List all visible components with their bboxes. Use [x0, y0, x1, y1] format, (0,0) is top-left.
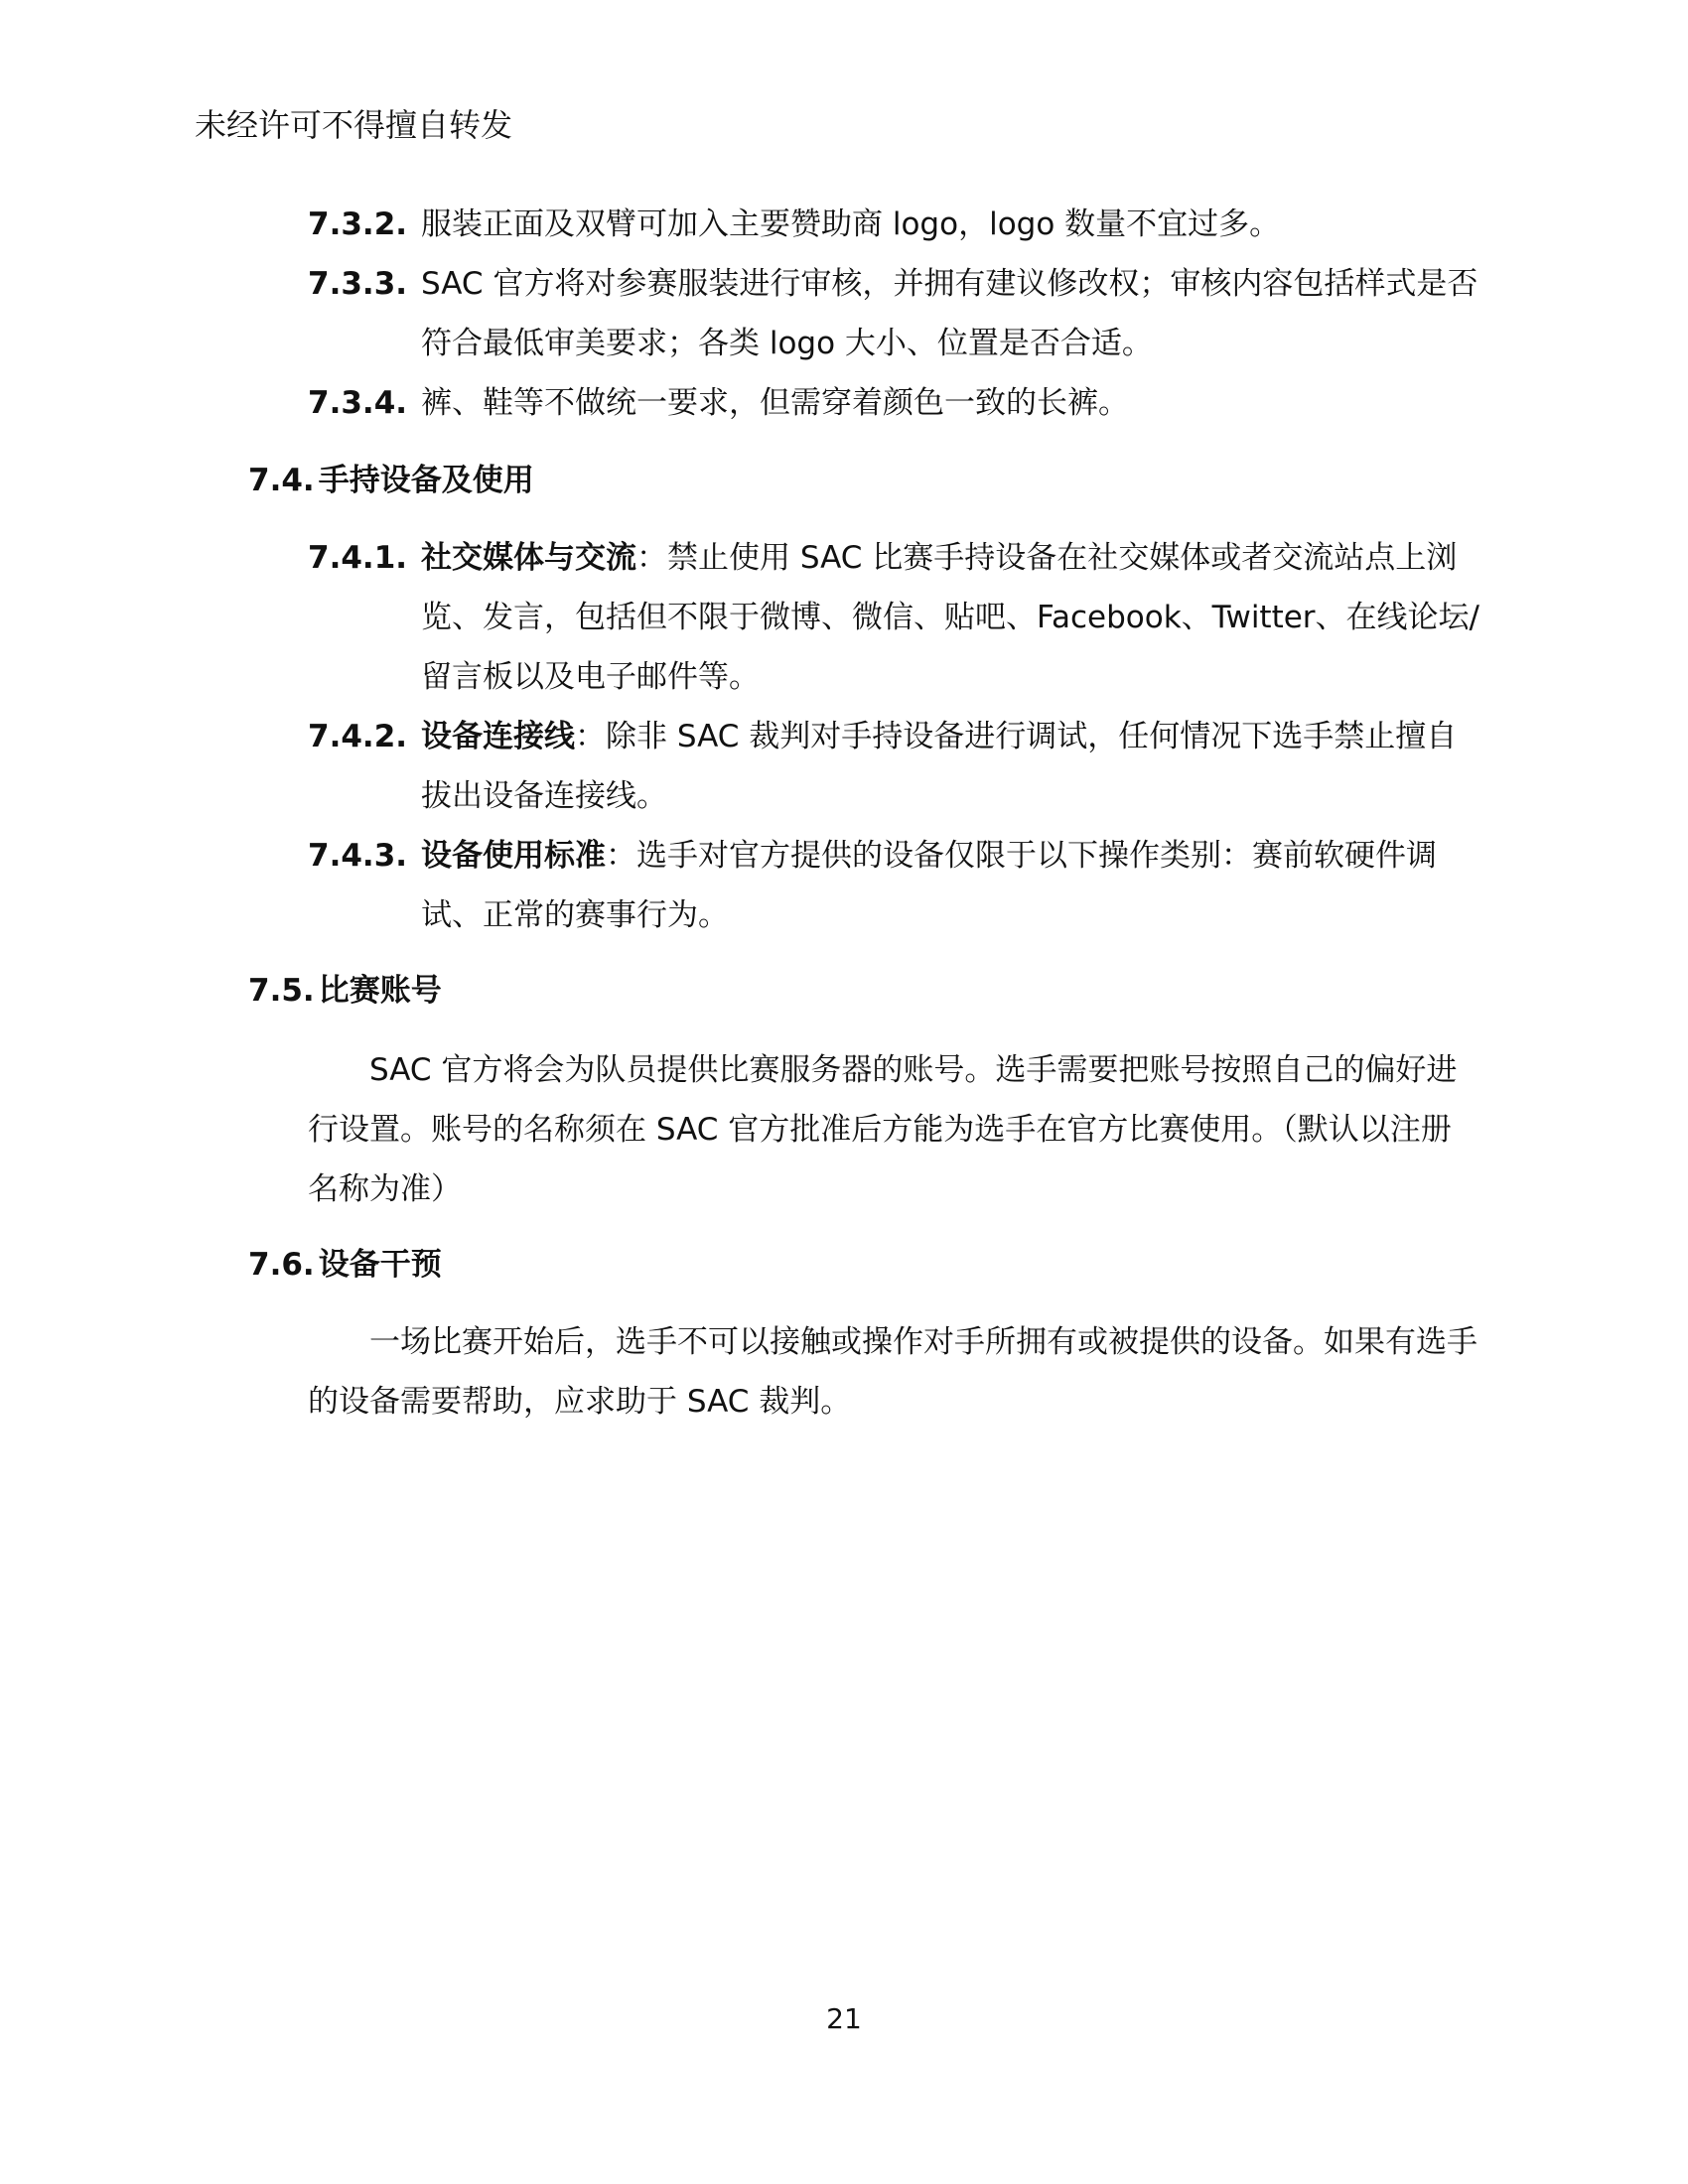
- item-text: SAC 官方将对参赛服装进行审核，并拥有建议修改权；审核内容包括样式是否符合最低审美要求；各类 logo 大小、位置是否合适。: [421, 266, 1478, 361]
- list-item-7-3-3: [308, 254, 1479, 373]
- section-heading-7-4: [248, 459, 534, 502]
- item-lead: 设备连接线: [421, 719, 575, 754]
- item-number: 7.3.4.: [308, 385, 408, 421]
- item-number: 7.4.1.: [308, 540, 408, 576]
- paragraph-7-6: 一场比赛开始后，选手不可以接触或操作对手所拥有或被提供的设备。如果有选手的设备需要帮助，应求助于 SAC 裁判。: [308, 1324, 1477, 1420]
- item-text: [421, 826, 1479, 945]
- item-lead: 设备使用标准: [421, 838, 606, 874]
- item-number: 7.4.2.: [308, 719, 408, 754]
- item-body: ：选手对官方提供的设备仅限于以下操作类别：赛前软硬件调试、正常的赛事行为。: [421, 838, 1437, 933]
- section-title: 设备干预: [318, 1247, 442, 1283]
- item-body: ：除非 SAC 裁判对手持设备进行调试，任何情况下选手禁止擅自拔出设备连接线。: [421, 719, 1458, 814]
- item-lead: 社交媒体与交流: [421, 540, 636, 576]
- list-item-7-4-2: [308, 707, 1479, 826]
- list-item-7-4-3: [308, 826, 1479, 945]
- item-text: [421, 707, 1479, 826]
- section-number: 7.6.: [248, 1247, 315, 1283]
- section-title: 比赛账号: [318, 973, 442, 1009]
- item-number: 7.3.3.: [308, 266, 408, 302]
- page-number: 21: [826, 2002, 862, 2035]
- section-heading-7-6: [248, 1243, 442, 1287]
- item-text: 裤、鞋等不做统一要求，但需穿着颜色一致的长裤。: [421, 385, 1129, 421]
- paragraph-7-5: SAC 官方将会为队员提供比赛服务器的账号。选手需要把账号按照自己的偏好进行设置。账号的名称须在 SAC 官方批准后方能为选手在官方比赛使用。（默认以注册名称为准）: [308, 1052, 1458, 1207]
- item-text: 服装正面及双臂可加入主要赞助商 logo，logo 数量不宜过多。: [421, 206, 1281, 242]
- list-item-7-3-4: [308, 373, 1479, 433]
- section-title: 手持设备及使用: [318, 463, 534, 498]
- section-heading-7-5: [248, 969, 442, 1013]
- list-item-7-4-1: [308, 528, 1479, 707]
- header-note: 未经许可不得擅自转发: [195, 106, 513, 144]
- list-item-7-3-2: [308, 195, 1479, 254]
- item-number: 7.4.3.: [308, 838, 408, 874]
- item-body: ：禁止使用 SAC 比赛手持设备在社交媒体或者交流站点上浏览、发言，包括但不限于微博、微信、贴吧、Facebook、Twitter、在线论坛/留言板以及电子邮件等。: [421, 540, 1480, 695]
- section-number: 7.4.: [248, 463, 315, 498]
- item-number: 7.3.2.: [308, 206, 408, 242]
- item-text: [421, 528, 1479, 707]
- section-number: 7.5.: [248, 973, 315, 1009]
